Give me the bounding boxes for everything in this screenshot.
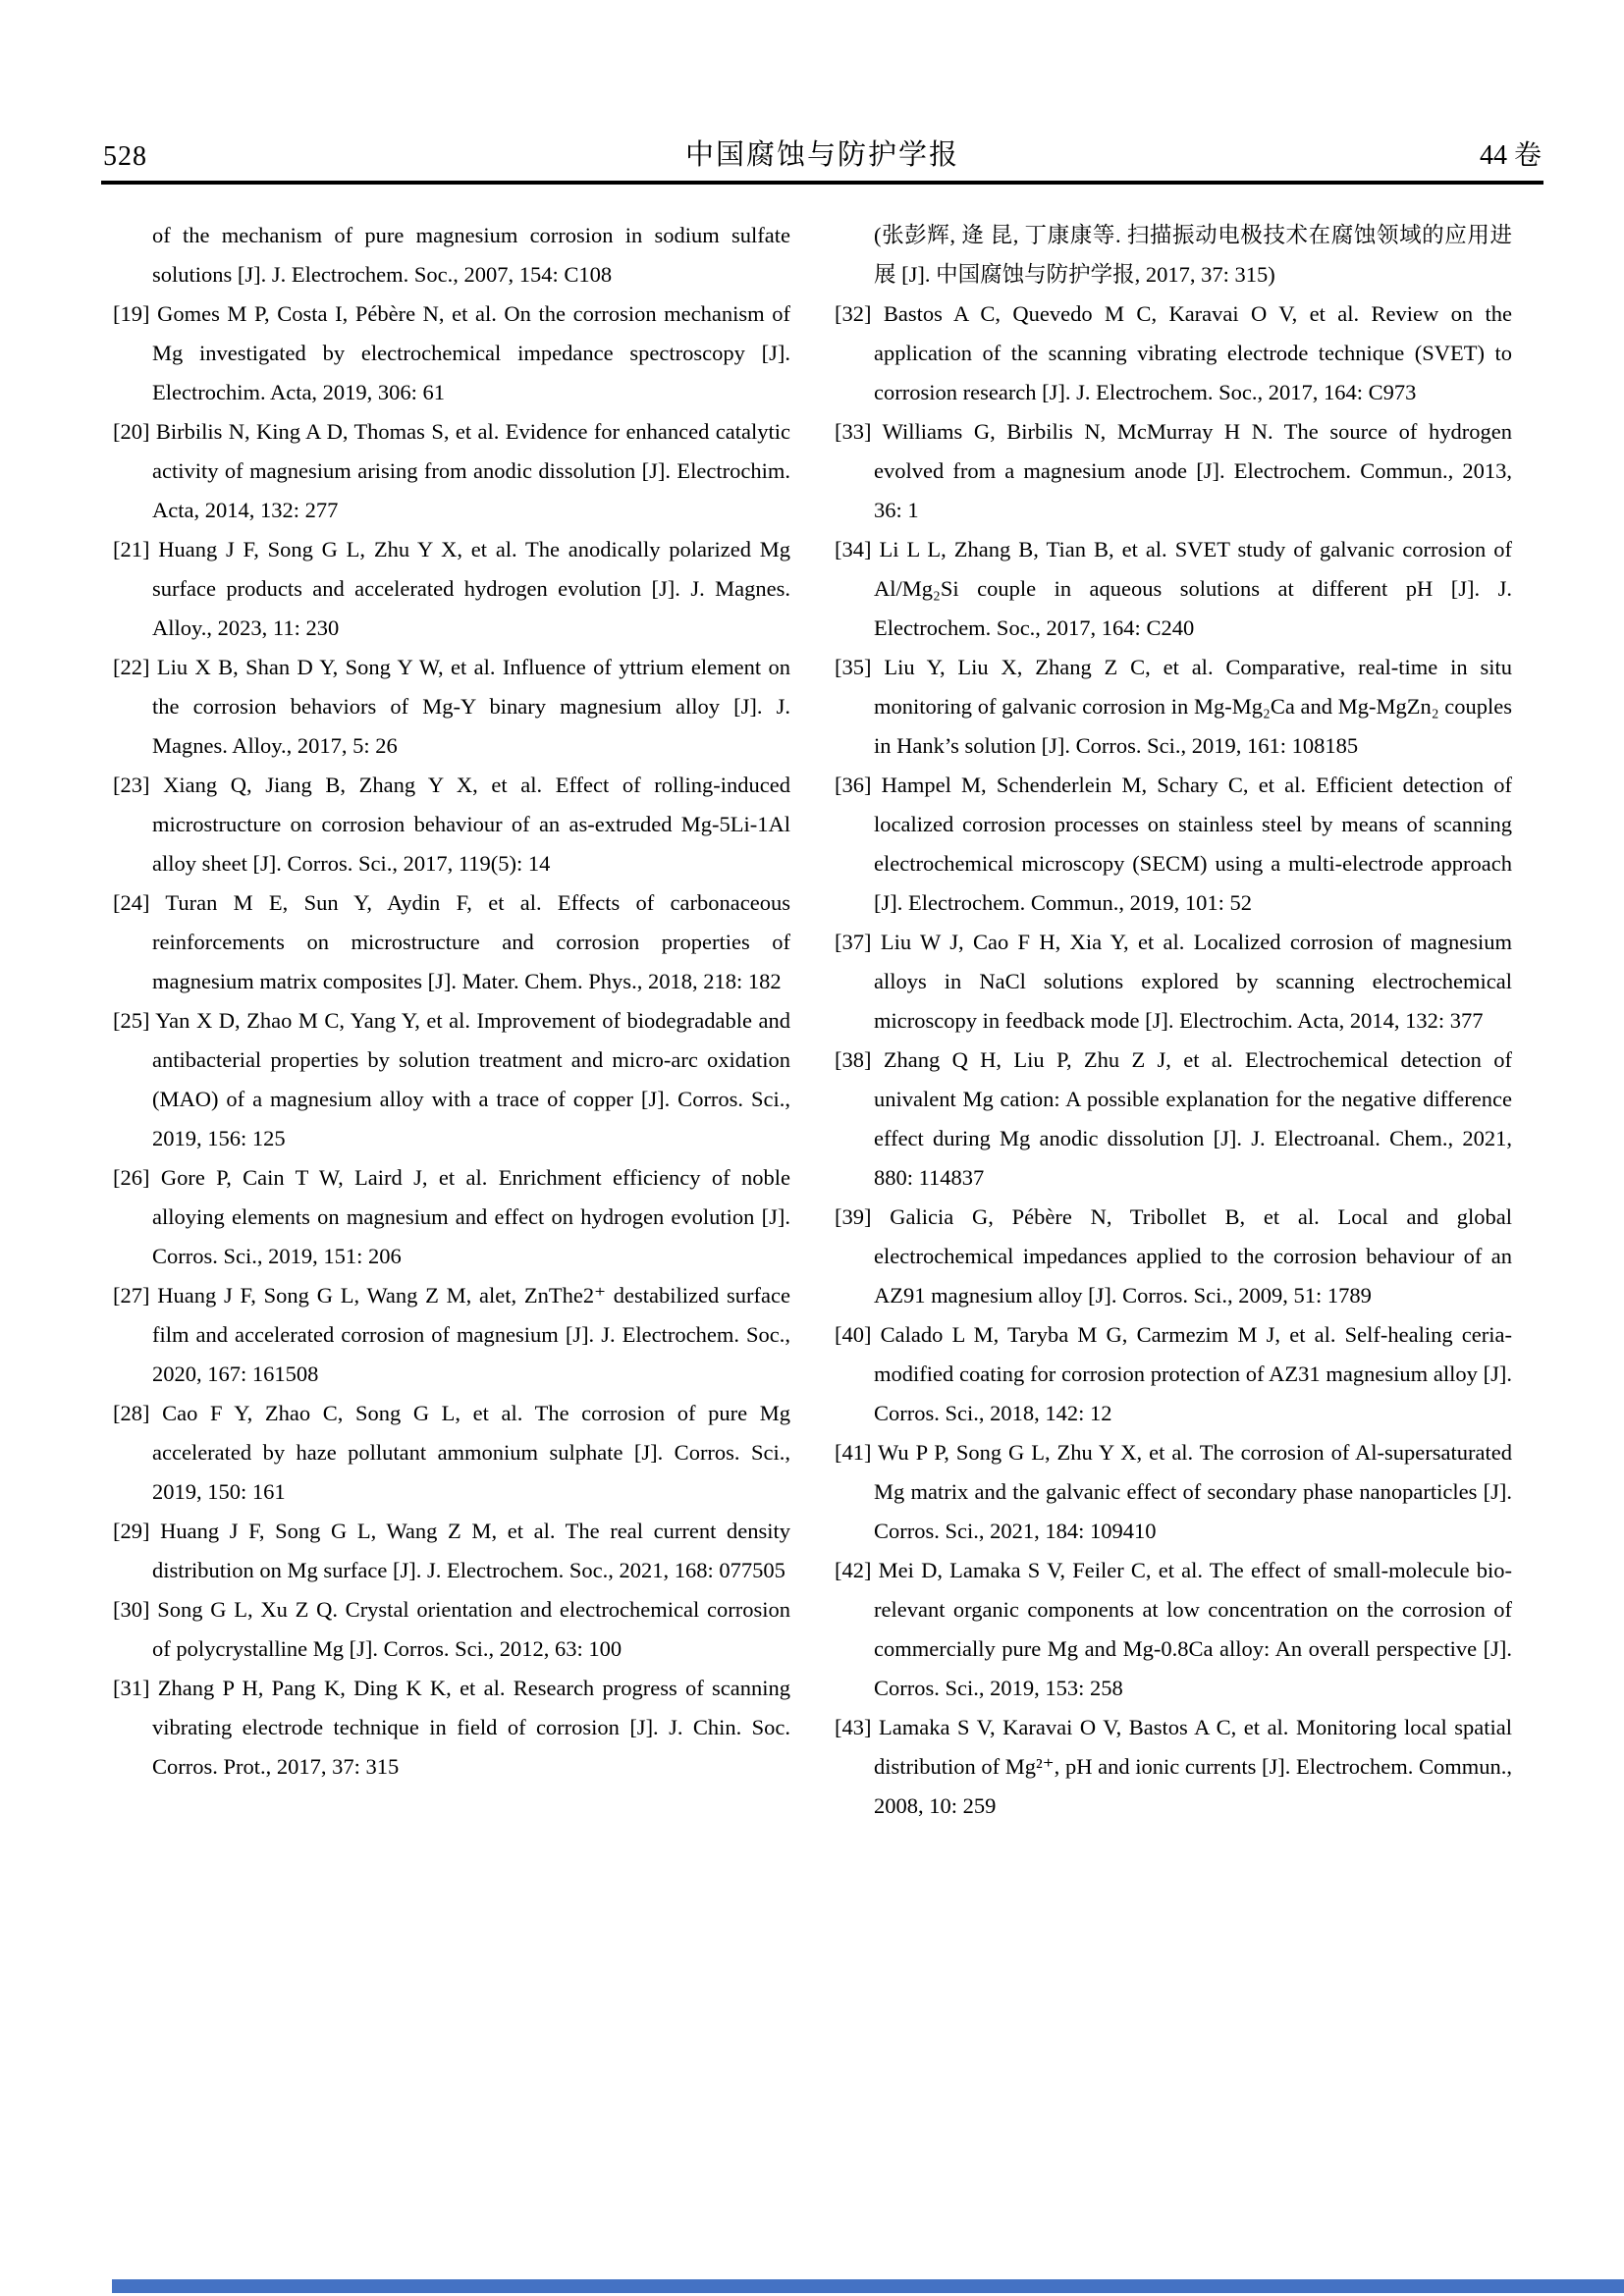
reference-entry [835,216,1512,294]
reference-number: [31] [113,1676,158,1700]
reference-text: Galicia G, Pébère N, Tribollet B, et al. Local and global electrochemical impedances applied to the corrosion behaviour of an AZ91 magnesium alloy [J]. Corros. Sci., 2009, 51: 1789 [874,1204,1512,1308]
reference-number: [22] [113,655,157,679]
reference-number: [42] [835,1558,879,1582]
reference-entry [113,1001,790,1158]
reference-text: Williams G, Birbilis N, McMurray H N. The source of hydrogen evolved from a magnesium anode [J]. Electrochem. Commun., 2013, 36: 1 [874,419,1512,522]
reference-entry [113,1512,790,1590]
reference-entry [113,412,790,530]
journal-title: 中国腐蚀与防护学报 [684,139,960,171]
reference-entry [113,1276,790,1394]
reference-entry [835,1708,1512,1826]
reference-text: Huang J F, Song G L, Zhu Y X, et al. The anodically polarized Mg surface products and accelerated hydrogen evolution [J]. J. Magnes. Alloy., 2023, 11: 230 [152,537,790,640]
reference-text: of the mechanism of pure magnesium corrosion in sodium sulfate solutions [J]. J. Electrochem. Soc., 2007, 154: C108 [152,223,790,287]
reference-text: Turan M E, Sun Y, Aydin F, et al. Effects of carbonaceous reinforcements on microstructure and corrosion properties of magnesium matrix composites [J]. Mater. Chem. Phys., 2018, 218: 182 [152,890,790,993]
reference-number: [39] [835,1204,891,1229]
reference-text: Calado L M, Taryba M G, Carmezim M J, et al. Self-healing ceria-modified coating for corrosion protection of AZ31 magnesium alloy [J]. Corros. Sci., 2018, 142: 12 [874,1322,1512,1425]
reference-text: Li L L, Zhang B, Tian B, et al. SVET study of galvanic corrosion of Al/Mg₂Si couple in aqueous solutions at different pH [J]. J. Electrochem. Soc., 2017, 164: C240 [874,537,1512,640]
reference-entry [835,648,1512,766]
reference-number: [29] [113,1519,161,1543]
reference-number: [19] [113,301,158,326]
reference-entry [835,530,1512,648]
reference-number: [37] [835,930,881,954]
reference-number: [33] [835,419,883,444]
reference-text: Bastos A C, Quevedo M C, Karavai O V, et al. Review on the application of the scanning vibrating electrode technique (SVET) to corrosion research [J]. J. Electrochem. Soc., 2017, 164: C973 [874,301,1512,404]
reference-number: [21] [113,537,159,561]
reference-text: Lamaka S V, Karavai O V, Bastos A C, et al. Monitoring local spatial distribution of Mg²⁺, pH and ionic currents [J]. Electrochem. Commun., 2008, 10: 259 [874,1715,1512,1818]
reference-entry [113,766,790,883]
reference-entry [113,530,790,648]
references-column-right [835,216,1512,1826]
bottom-blue-bar [112,2279,1624,2293]
reference-entry [835,923,1512,1041]
reference-number: [41] [835,1440,879,1465]
reference-text: Huang J F, Song G L, Wang Z M, alet, ZnThe2⁺ destabilized surface film and accelerated corrosion of magnesium [J]. J. Electrochem. Soc., 2020, 167: 161508 [152,1283,790,1386]
reference-text: Gomes M P, Costa I, Pébère N, et al. On the corrosion mechanism of Mg investigated by electrochemical impedance spectroscopy [J]. Electrochim. Acta, 2019, 306: 61 [152,301,790,404]
reference-entry [113,1590,790,1669]
reference-entry [113,216,790,294]
reference-text: Yan X D, Zhao M C, Yang Y, et al. Improvement of biodegradable and antibacterial properties by solution treatment and micro-arc oxidation (MAO) of a magnesium alloy with a trace of copper [J]. Corros. Sci., 2019, 156: 125 [152,1008,791,1150]
reference-text: Birbilis N, King A D, Thomas S, et al. Evidence for enhanced catalytic activity of magnesium arising from anodic dissolution [J]. Electrochim. Acta, 2014, 132: 277 [152,419,790,522]
reference-text: Liu X B, Shan D Y, Song Y W, et al. Influence of yttrium element on the corrosion behaviors of Mg-Y binary magnesium alloy [J]. J. Magnes. Alloy., 2017, 5: 26 [152,655,790,758]
reference-number: [20] [113,419,156,444]
reference-text: Zhang Q H, Liu P, Zhu Z J, et al. Electrochemical detection of univalent Mg cation: A possible explanation for the negative difference effect during Mg anodic dissolution [J]. J. Electroanal. Chem., 2021, 880: 114837 [874,1047,1512,1190]
reference-text: Gore P, Cain T W, Laird J, et al. Enrichment efficiency of noble alloying elements on magnesium and effect on hydrogen evolution [J]. Corros. Sci., 2019, 151: 206 [152,1165,790,1268]
reference-text: Huang J F, Song G L, Wang Z M, et al. The real current density distribution on Mg surface [J]. J. Electrochem. Soc., 2021, 168: 077505 [152,1519,790,1582]
reference-entry [113,883,790,1001]
page-number: 528 [103,141,147,172]
reference-number: [32] [835,301,884,326]
references-section [113,216,1512,1826]
reference-number: [24] [113,890,166,915]
reference-entry [113,1394,790,1512]
reference-number: [27] [113,1283,158,1308]
reference-number: [40] [835,1322,881,1347]
reference-text: Mei D, Lamaka S V, Feiler C, et al. The effect of small-molecule bio-relevant organic components at low concentration on the corrosion of commercially pure Mg and Mg-0.8Ca alloy: An overall perspective [J]. Corros. Sci., 2019, 153: 258 [874,1558,1512,1700]
reference-text: Liu Y, Liu X, Zhang Z C, et al. Comparative, real-time in situ monitoring of galvanic corrosion in Mg-Mg₂Ca and Mg-MgZn₂ couples in Hank’s solution [J]. Corros. Sci., 2019, 161: 108185 [874,655,1512,758]
reference-entry [835,294,1512,412]
reference-entry [835,1198,1512,1315]
reference-text: Hampel M, Schenderlein M, Schary C, et al. Efficient detection of localized corrosion processes on stainless steel by means of scanning electrochemical microscopy (SECM) using a multi-electrode approach [J]. Electrochem. Commun., 2019, 101: 52 [874,773,1512,915]
reference-entry [835,1041,1512,1198]
reference-text: Liu W J, Cao F H, Xia Y, et al. Localized corrosion of magnesium alloys in NaCl solutions explored by scanning electrochemical microscopy in feedback mode [J]. Electrochim. Acta, 2014, 132: 377 [874,930,1512,1033]
reference-text: Wu P P, Song G L, Zhu Y X, et al. The corrosion of Al-supersaturated Mg matrix and the galvanic effect of secondary phase nanoparticles [J]. Corros. Sci., 2021, 184: 109410 [874,1440,1512,1543]
reference-number: [38] [835,1047,884,1072]
reference-entry [835,1551,1512,1708]
volume-label: 44 卷 [1479,140,1542,171]
reference-entry [113,294,790,412]
reference-entry [835,766,1512,923]
reference-number: [43] [835,1715,880,1739]
reference-text: Cao F Y, Zhao C, Song G L, et al. The corrosion of pure Mg accelerated by haze pollutant ammonium sulphate [J]. Corros. Sci., 2019, 150: 161 [152,1401,790,1504]
reference-number: [25] [113,1008,156,1033]
reference-number: [36] [835,773,882,797]
reference-number: [23] [113,773,164,797]
reference-entry [113,1158,790,1276]
reference-text: (张彭辉, 逄 昆, 丁康康等. 扫描振动电极技术在腐蚀领域的应用进展 [J]. 中国腐蚀与防护学报, 2017, 37: 315) [874,223,1512,287]
page-header [103,130,1542,173]
reference-entry [835,1433,1512,1551]
reference-text: Zhang P H, Pang K, Ding K K, et al. Research progress of scanning vibrating electrode technique in field of corrosion [J]. J. Chin. Soc. Corros. Prot., 2017, 37: 315 [152,1676,790,1779]
reference-entry [113,648,790,766]
reference-text: Song G L, Xu Z Q. Crystal orientation and electrochemical corrosion of polycrystalline Mg [J]. Corros. Sci., 2012, 63: 100 [152,1597,790,1661]
reference-number: [26] [113,1165,161,1190]
reference-number: [35] [835,655,885,679]
references-column-left [113,216,790,1826]
reference-number: [30] [113,1597,158,1622]
header-rule [101,181,1543,185]
reference-number: [28] [113,1401,163,1425]
reference-entry [835,1315,1512,1433]
reference-text: Xiang Q, Jiang B, Zhang Y X, et al. Effect of rolling-induced microstructure on corrosion behaviour of an as-extruded Mg-5Li-1Al alloy sheet [J]. Corros. Sci., 2017, 119(5): 14 [152,773,790,876]
reference-entry [113,1669,790,1787]
reference-number: [34] [835,537,880,561]
reference-entry [835,412,1512,530]
